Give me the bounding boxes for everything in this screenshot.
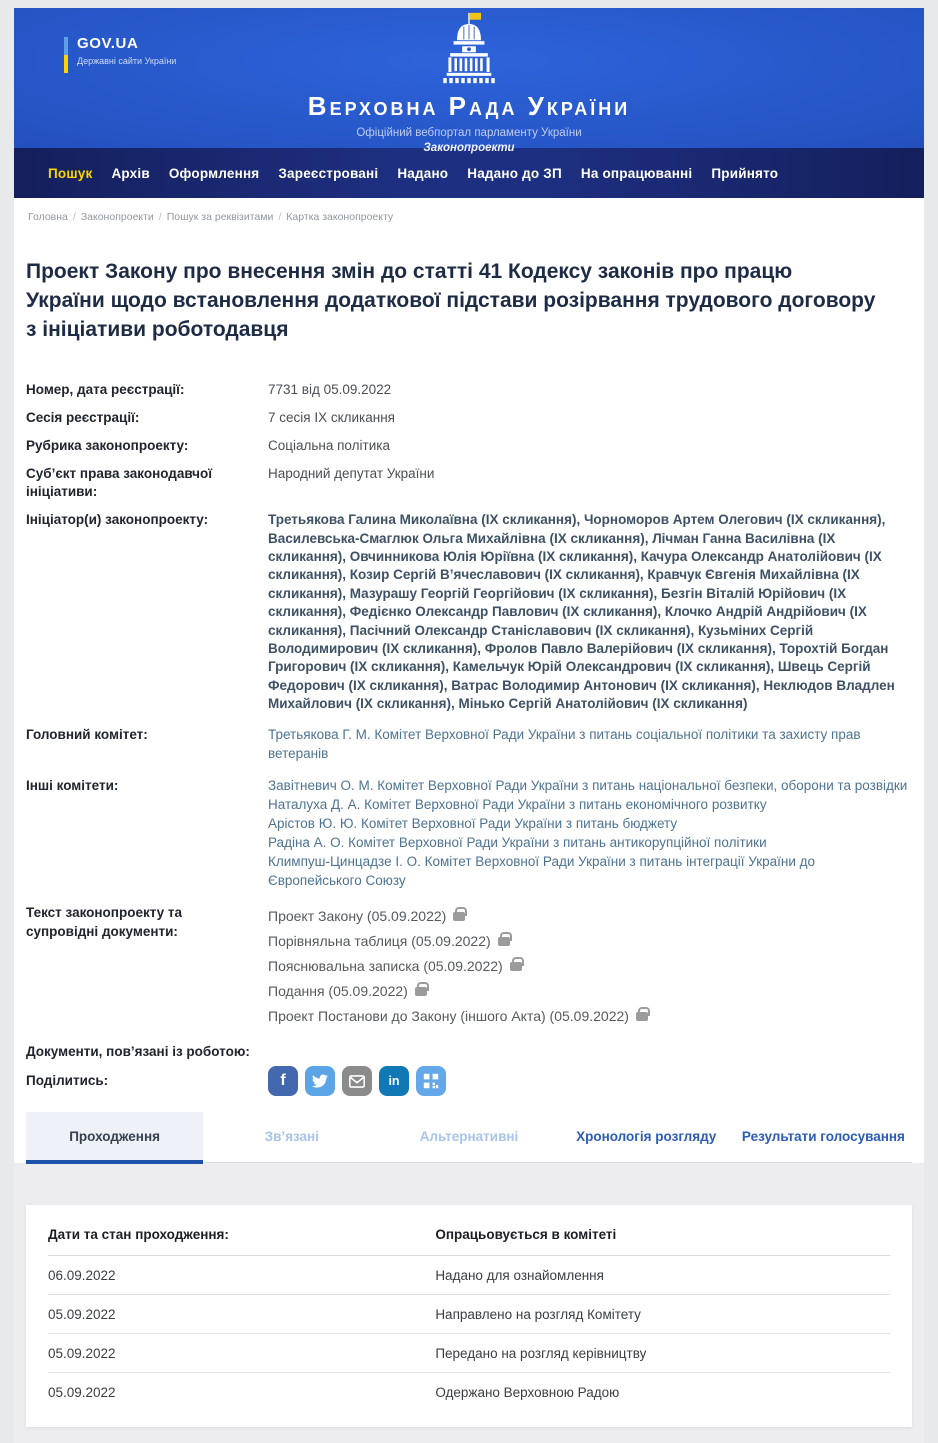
breadcrumb-bill-card: Картка законопроекту [286, 211, 394, 223]
status-table-row [48, 1256, 890, 1295]
status-text: Направлено на розгляд Комітету [435, 1307, 641, 1323]
status-table-row [48, 1295, 890, 1334]
site-subtitle: Офіційний вебпортал парламенту України [356, 127, 582, 139]
committee-link[interactable]: Арістов Ю. Ю. Комітет Верховної Ради України з питань бюджету [268, 815, 678, 831]
status-date: 05.09.2022 [48, 1307, 116, 1323]
field-label: Текст законопроекту та супровідні документи: [26, 905, 183, 940]
detail-row-initiative-subject [26, 465, 912, 503]
initiative-subject-value: Народний депутат України [268, 465, 435, 481]
status-card [26, 1205, 912, 1427]
nav-item-submitted[interactable]: Надано [397, 165, 449, 181]
tab-linked[interactable]: Зв’язані [264, 1129, 319, 1145]
status-table-row [48, 1334, 890, 1373]
document-item [268, 979, 912, 1004]
status-section [14, 1163, 924, 1443]
detail-row-rubric [26, 437, 912, 456]
document-link[interactable]: Порівняльна таблиця (05.09.2022) [268, 933, 491, 950]
status-date: 05.09.2022 [48, 1385, 116, 1401]
status-table-col2-header: Опрацьовується в комітеті [435, 1227, 617, 1243]
detail-row-other-committees [26, 777, 912, 890]
lock-icon [453, 912, 465, 921]
field-label: Головний комітет: [26, 727, 148, 743]
document-link[interactable]: Проект Закону (05.09.2022) [268, 908, 447, 925]
main-content [14, 198, 924, 1163]
status-table-header [48, 1213, 890, 1256]
lock-icon [415, 987, 427, 996]
field-label: Інші комітети: [26, 778, 119, 794]
initiators-list: Третьякова Галина Миколаївна (IX скликання), Чорноморов Артем Олегович (IX скликання), Василевська-Смаглюк Ольга Михайлівна (IX скликання), Лічман Ганна Василівна (IX скликання), Овчинникова Юлія Юріївна (IX скликання), Качура Олександр Анатолійович (IX скликання), Козир Сергій В’ячеславович (IX скликання), Кравчук Євгенія Михайлівна (IX скликання), Мазурашу Георгій Георгійович (IX скликання), Безгін Віталій Юрійович (IX скликання), Федієнко Олександр Павлович (IX скликання), Клочко Андрій Андрійович (IX скликання), Пасічний Олександр Станіславович (IX скликання), Кузьміних Сергій Володимирович (IX скликання), Фролов Павло Валерійович (IX скликання), Торохтій Богдан Григорович (IX скликання), Камельчук Юрій Олександрович (IX скликання), Швець Сергій Федорович (IX скликання), Ватрас Володимир Антонович (IX скликання), Неклюдов Владлен Михайлович (IX скликання), Мінько Сергій Анатолійович (IX скликання) [268, 512, 895, 711]
status-text: Передано на розгляд керівництву [435, 1346, 647, 1362]
committee-link[interactable]: Радіна А. О. Комітет Верховної Ради України з питань антикорупційної політики [268, 834, 767, 850]
registration-number-value: 7731 від 05.09.2022 [268, 381, 392, 397]
field-label: Рубрика законопроекту: [26, 437, 189, 453]
nav-item-formatting[interactable]: Оформлення [168, 165, 260, 181]
bill-tabs [26, 1112, 912, 1163]
field-label: Номер, дата реєстрації: [26, 381, 185, 397]
document-link[interactable]: Подання (05.09.2022) [268, 983, 408, 1000]
breadcrumb-search[interactable]: Пошук за реквізитами [166, 211, 274, 223]
tab-alternatives[interactable]: Альтернативні [419, 1129, 519, 1145]
committee-link[interactable]: Климпуш-Цинцадзе І. О. Комітет Верховної Ради України з питань інтеграції України до Європейського Союзу [268, 853, 816, 888]
status-table-row [48, 1373, 890, 1411]
lock-icon [636, 1012, 648, 1021]
rubric-value: Соціальна політика [268, 437, 390, 453]
site-header [14, 8, 924, 154]
document-link[interactable]: Пояснювальна записка (05.09.2022) [268, 958, 503, 975]
detail-row-initiators [26, 511, 912, 713]
field-label: Ініціатор(и) законопроекту: [26, 512, 209, 528]
status-text: Одержано Верховною Радою [435, 1385, 620, 1401]
govua-tagline: Державні сайти України [77, 56, 177, 66]
tab-voting-results[interactable]: Результати голосування [741, 1129, 905, 1145]
document-item [268, 929, 912, 954]
nav-item-submitted-to-zp[interactable]: Надано до ЗП [467, 165, 562, 181]
site-title: Верховна Рада України [307, 91, 631, 121]
breadcrumb: Головна / Законопроекти / Пошук за реквізитами / Картка законопроекту [28, 211, 394, 223]
field-label: Суб’єкт права законодавчої ініціативи: [26, 465, 213, 500]
parliament-building-icon [426, 12, 512, 84]
detail-row-related-docs [26, 1043, 912, 1062]
nav-item-search[interactable]: Пошук [48, 165, 93, 181]
linkedin-share-icon[interactable]: in [379, 1066, 409, 1096]
detail-row-main-committee [26, 726, 912, 764]
share-label: Поділитись: [26, 1072, 109, 1088]
nav-item-archive[interactable]: Архів [111, 165, 150, 181]
status-date: 06.09.2022 [48, 1268, 116, 1284]
document-item [268, 954, 912, 979]
main-committee-link[interactable]: Третьякова Г. М. Комітет Верховної Ради України з питань соціальної політики та захисту прав ветеранів [268, 727, 861, 762]
status-date: 05.09.2022 [48, 1346, 116, 1362]
nav-item-adopted[interactable]: Прийнято [711, 165, 779, 181]
twitter-share-icon[interactable] [305, 1066, 335, 1096]
committee-link[interactable]: Завітневич О. М. Комітет Верховної Ради України з питань національної безпеки, оборони та розвідки [268, 778, 908, 794]
breadcrumb-home[interactable]: Головна [28, 211, 68, 223]
breadcrumb-bills[interactable]: Законопроекти [80, 211, 154, 223]
document-item [268, 1004, 912, 1029]
lock-icon [510, 962, 522, 971]
email-share-icon[interactable] [342, 1066, 372, 1096]
main-nav [14, 148, 924, 198]
document-link[interactable]: Проект Постанови до Закону (іншого Акта) (05.09.2022) [268, 1008, 629, 1025]
govua-name: GOV.UA [77, 35, 139, 52]
facebook-share-icon[interactable]: f [268, 1066, 298, 1096]
nav-item-in-progress[interactable]: На опрацюванні [580, 165, 693, 181]
detail-row-documents [26, 904, 912, 1029]
nav-item-registered[interactable]: Зареєстровані [278, 165, 379, 181]
detail-row-registration [26, 381, 912, 400]
share-row [26, 1066, 912, 1096]
detail-row-session [26, 409, 912, 428]
field-label: Документи, пов’язані із роботою: [26, 1044, 250, 1060]
lock-icon [498, 937, 510, 946]
qr-code-icon[interactable] [416, 1066, 446, 1096]
bill-details [26, 381, 912, 1096]
site-section-label: Законопроекти [423, 142, 515, 154]
tab-passage[interactable]: Проходження [26, 1112, 203, 1164]
page-title: Проект Закону про внесення змін до статті 41 Кодексу законів про працю України щодо встановлення додаткової підстави розірвання трудового договору з ініціативи роботодавця [26, 260, 876, 341]
document-item [268, 904, 912, 929]
committee-link[interactable]: Наталуха Д. А. Комітет Верховної Ради України з питань економічного розвитку [268, 796, 767, 812]
page [14, 8, 924, 1443]
tab-chronology[interactable]: Хронологія розгляду [576, 1129, 717, 1145]
status-text: Надано для ознайомлення [435, 1268, 604, 1284]
session-value: 7 сесія IX скликання [268, 409, 395, 425]
status-table-col1-header: Дати та стан проходження: [48, 1227, 229, 1243]
field-label: Сесія реєстрації: [26, 409, 140, 425]
